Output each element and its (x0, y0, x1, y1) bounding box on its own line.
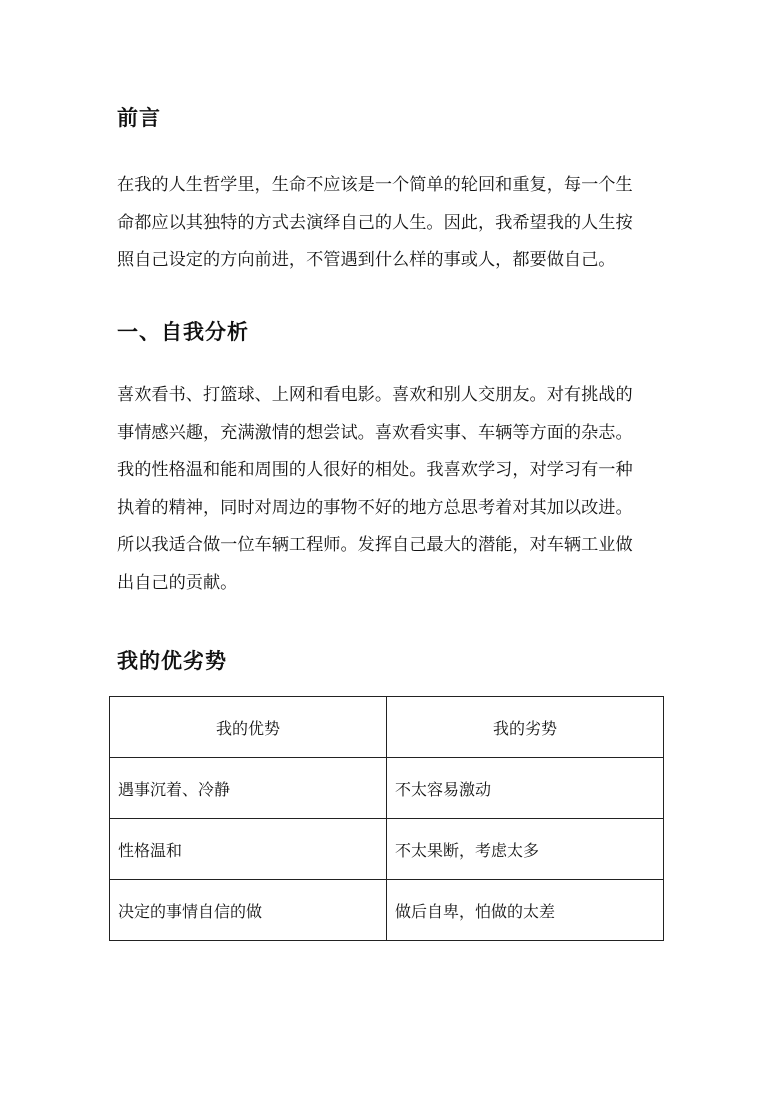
self-analysis-heading: 一、自我分析 (117, 320, 249, 344)
weakness-cell: 做后自卑，怕做的太差 (387, 880, 664, 941)
weakness-cell: 不太容易激动 (387, 758, 664, 819)
preface-paragraph (117, 167, 662, 280)
header-weaknesses: 我的劣势 (387, 697, 664, 758)
weakness-cell: 不太果断，考虑太多 (387, 819, 664, 880)
self-analysis-paragraph (117, 377, 662, 602)
preface-heading: 前言 (117, 106, 161, 130)
paragraph-line: 在我的人生哲学里，生命不应该是一个简单的轮回和重复，每一个生 (117, 175, 633, 195)
strength-cell: 决定的事情自信的做 (110, 880, 387, 941)
paragraph-line: 我的性格温和能和周围的人很好的相处。我喜欢学习，对学习有一种 (117, 460, 633, 480)
paragraph-line: 出自己的贡献。 (117, 572, 238, 593)
paragraph-line: 执着的精神，同时对周边的事物不好的地方总思考着对其加以改进。 (117, 497, 633, 518)
table-row (110, 819, 664, 880)
strengths-weaknesses-heading: 我的优劣势 (117, 649, 227, 673)
paragraph-line: 所以我适合做一位车辆工程师。发挥自己最大的潜能，对车辆工业做 (117, 535, 633, 555)
paragraph-line: 照自己设定的方向前进，不管遇到什么样的事或人，都要做自己。 (117, 250, 616, 270)
strength-cell: 性格温和 (110, 819, 387, 880)
paragraph-line: 命都应以其独特的方式去演绎自己的人生。因此，我希望我的人生按 (117, 212, 633, 233)
table-row (110, 880, 664, 941)
strengths-weaknesses-table (109, 696, 664, 941)
paragraph-line: 喜欢看书、打篮球、上网和看电影。喜欢和别人交朋友。对有挑战的 (117, 385, 633, 405)
header-strengths: 我的优势 (110, 697, 387, 758)
strength-cell: 遇事沉着、冷静 (110, 758, 387, 819)
table-row (110, 758, 664, 819)
paragraph-line: 事情感兴趣，充满激情的想尝试。喜欢看实事、车辆等方面的杂志。 (117, 422, 633, 443)
table-header-row (110, 697, 664, 758)
